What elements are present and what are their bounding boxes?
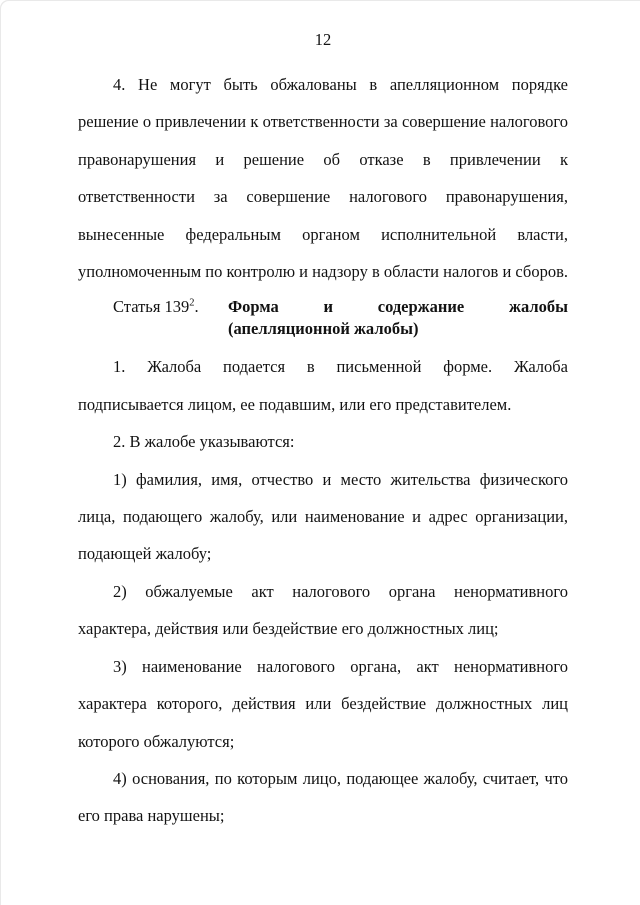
article-number-label: Статья 139 [113,297,190,317]
paragraph-item-2: 2. В жалобе указываются: [113,432,295,452]
paragraph-item-1: 1. Жалоба подается в письменной форме. Жалоба подписывается лицом, ее подавшим, или его представителем. [78,357,568,414]
paragraph-item-3: 1) фамилия, имя, отчество и место жительства физического лица, подающего жалобу, или наименование и адрес организации, подающей жалобу; [78,469,568,564]
paragraph-item-6: 4) основания, по которым лицо, подающее жалобу, считает, что его права нарушены; [78,768,568,826]
article-number-superscript: 2 [189,297,195,309]
paragraph-intro: 4. Не могут быть обжалованы в апелляционном порядке решение о привлечении к ответственности за совершение налогового правонарушения и решение об отказе в привлечении к ответственности за совершение налогового правонарушения, вынесенные федеральным органом исполнительной власти, уполномоченным по контролю и надзору в области налогов и сборов. [78,75,568,282]
article-heading [78,296,568,340]
paragraph-item-5: 3) наименование налогового органа, акт ненормативного характера которого, действия или бездействие должностных лиц которого обжалуются; [78,656,568,751]
paragraph-item-4: 2) обжалуемые акт налогового органа ненормативного характера, действия или бездействие его должностных лиц; [78,581,568,639]
article-title: Форма и содержание жалобы (апелляционной жалобы) [228,297,568,339]
article-number [78,296,228,340]
page-number: 12 [314,30,332,49]
article-number-dot: . [194,297,199,317]
